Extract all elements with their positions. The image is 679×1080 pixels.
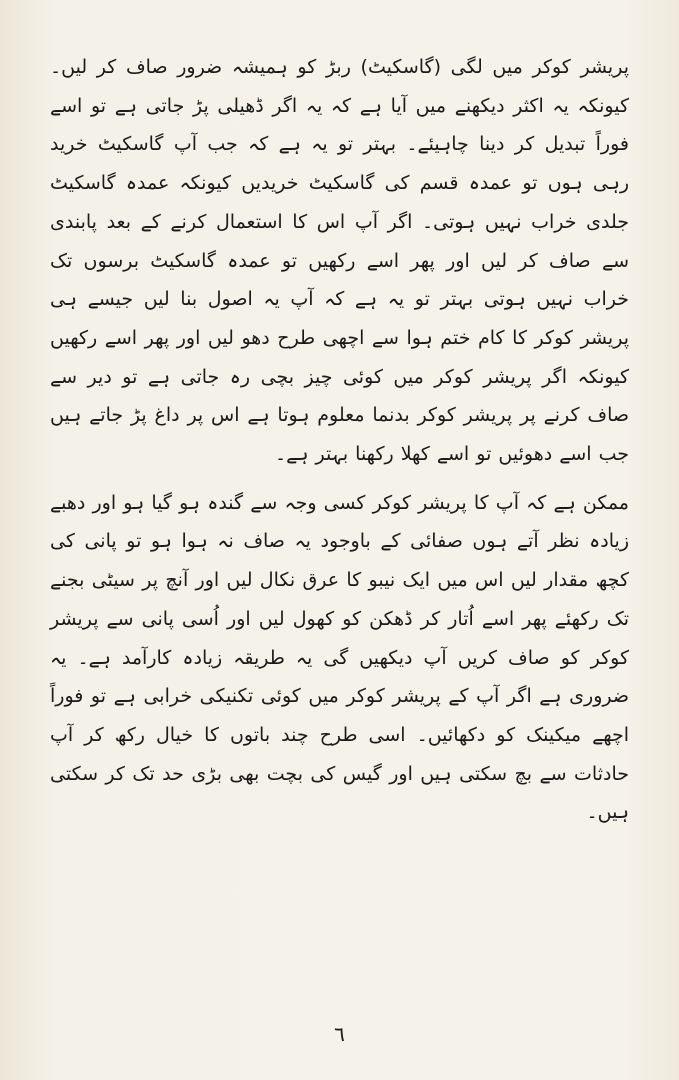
- paragraph-2: ممکن ہے کہ آپ کا پریشر کوکر کسی وجہ سے گندہ ہو گیا ہو اور دھبے زیادہ نظر آتے ہوں صفائی کے باوجود یہ صاف نہ ہوا ہو تو پانی کی کچھ مقدار لیں اس میں ایک نیبو کا عرق نکال لیں اور آنچ پر سیٹی بجنے تک رکھئے پھر اسے اُتار کر ڈھکن کو کھول لیں اور اُسی پانی سے پریشر کوکر کو صاف کریں آپ دیکھیں گی یہ طریقہ زیادہ کارآمد ہے۔ یہ ضروری ہے اگر آپ کے پریشر کوکر میں کوئی تکنیکی خرابی ہے تو فوراً اچھے میکینک کو دکھائیں۔ اسی طرح چند باتوں کا خیال رکھ کر آپ حادثات سے بچ سکتی ہیں اور گیس کی بچت بھی بڑی حد تک کر سکتی ہیں۔: [50, 491, 629, 824]
- body-text: [50, 48, 629, 832]
- page-number: ٦: [334, 1022, 345, 1046]
- paragraph-1: پریشر کوکر میں لگی (گاسکیٹ) ربڑ کو ہمیشہ ضرور صاف کر لیں۔ کیونکہ یہ اکثر دیکھنے میں آیا ہے کہ یہ اگر ڈھیلی پڑ جاتی ہے تو اسے فوراً تبدیل کر دینا چاہیئے۔ بہتر تو یہ ہے کہ جب آپ گاسکیٹ خرید رہی ہوں تو عمدہ قسم کی گاسکیٹ خریدیں کیونکہ عمدہ گاسکیٹ جلدی خراب نہیں ہوتی۔ اگر آپ اس کا استعمال کرنے کے بعد پابندی سے صاف کر لیں اور پھر اسے رکھیں تو عمدہ گاسکیٹ برسوں تک خراب نہیں ہوتی بہتر تو یہ ہے کہ آپ یہ اصول بنا لیں جیسے ہی پریشر کوکر کا کام ختم ہوا سے اچھی طرح دھو لیں اور پھر اسے رکھیں کیونکہ اگر پریشر کوکر میں کوئی چیز بچی رہ جاتی ہے تو دیر سے صاف کرنے پر پریشر کوکر بدنما معلوم ہوتا ہے اس پر داغ پڑ جاتے ہیں جب اسے دھوئیں تو اسے کھلا رکھنا بہتر ہے۔: [50, 56, 629, 466]
